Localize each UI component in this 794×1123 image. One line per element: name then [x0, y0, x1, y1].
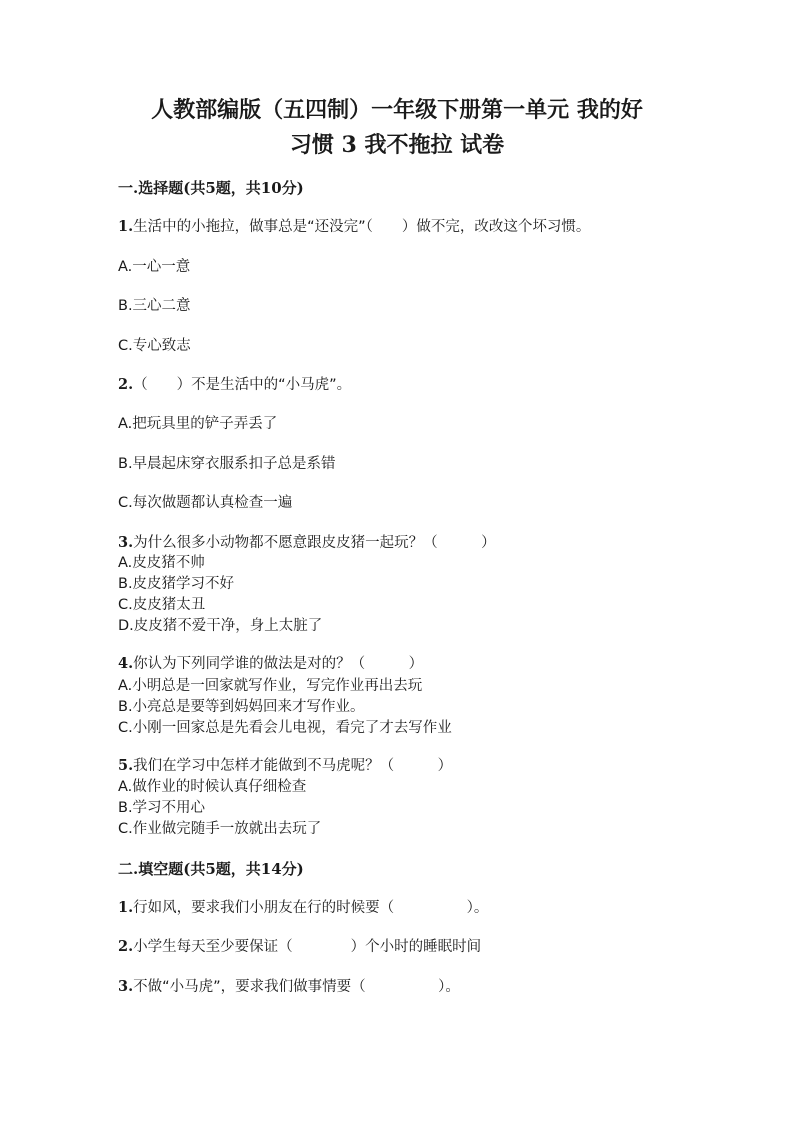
option-2a: A.把玩具里的铲子弄丢了 [118, 416, 278, 432]
option-5a: A.做作业的时候认真仔细检查 [118, 779, 307, 795]
fill-question-1 [118, 898, 488, 918]
option-4c: C.小刚一回家总是先看会儿电视，看完了才去写作业 [118, 720, 452, 736]
question-1 [118, 217, 590, 237]
question-stem: 不做“小马虎”，要求我们做事情要（ ）。 [133, 979, 460, 995]
section-heading-choice: 一.选择题(共5题，共10分) [118, 179, 304, 197]
question-2 [118, 375, 351, 395]
option-3d: D.皮皮猪不爱干净，身上太脏了 [118, 618, 323, 634]
question-number: 2. [118, 376, 134, 393]
section-heading-fill: 二.填空题(共5题，共14分) [118, 860, 304, 878]
fill-question-3 [118, 977, 460, 997]
question-stem: （ ）不是生活中的“小马虎”。 [133, 377, 352, 393]
option-1c: C.专心致志 [118, 338, 191, 354]
question-number: 5. [118, 757, 134, 774]
option-5b: B.学习不用心 [118, 800, 206, 816]
question-3 [118, 533, 496, 553]
question-stem: 生活中的小拖拉，做事总是“还没完”（ ）做不完，改改这个坏习惯。 [133, 219, 591, 235]
option-1b: B.三心二意 [118, 298, 191, 314]
option-2c: C.每次做题都认真检查一遍 [118, 495, 293, 511]
question-number: 4. [118, 655, 134, 672]
question-number: 3. [118, 978, 134, 995]
option-3c: C.皮皮猪太丑 [118, 597, 206, 613]
question-number: 2. [118, 938, 134, 955]
fill-question-2 [118, 937, 481, 957]
question-4 [118, 654, 423, 674]
option-4b: B.小亮总是要等到妈妈回来才写作业。 [118, 699, 365, 715]
question-stem: 行如风，要求我们小朋友在行的时候要（ ）。 [133, 900, 489, 916]
question-number: 1. [118, 218, 134, 235]
option-5c: C.作业做完随手一放就出去玩了 [118, 821, 322, 837]
exam-title-line2: 习惯 3 我不拖拉 试卷 [289, 132, 505, 158]
option-3b: B.皮皮猪学习不好 [118, 576, 235, 592]
question-stem: 为什么很多小动物都不愿意跟皮皮猪一起玩？（ ） [133, 535, 496, 551]
option-4a: A.小明总是一回家就写作业，写完作业再出去玩 [118, 678, 423, 694]
question-stem: 小学生每天至少要保证（ ）个小时的睡眠时间 [133, 939, 482, 955]
exam-title-line1: 人教部编版（五四制）一年级下册第一单元 我的好 [151, 97, 643, 123]
question-number: 3. [118, 534, 134, 551]
question-stem: 你认为下列同学谁的做法是对的？（ ） [133, 656, 424, 672]
option-3a: A.皮皮猪不帅 [118, 555, 205, 571]
question-stem: 我们在学习中怎样才能做到不马虎呢？（ ） [133, 758, 453, 774]
question-5 [118, 756, 452, 776]
option-1a: A.一心一意 [118, 259, 191, 275]
question-number: 1. [118, 899, 134, 916]
option-2b: B.早晨起床穿衣服系扣子总是系错 [118, 456, 336, 472]
